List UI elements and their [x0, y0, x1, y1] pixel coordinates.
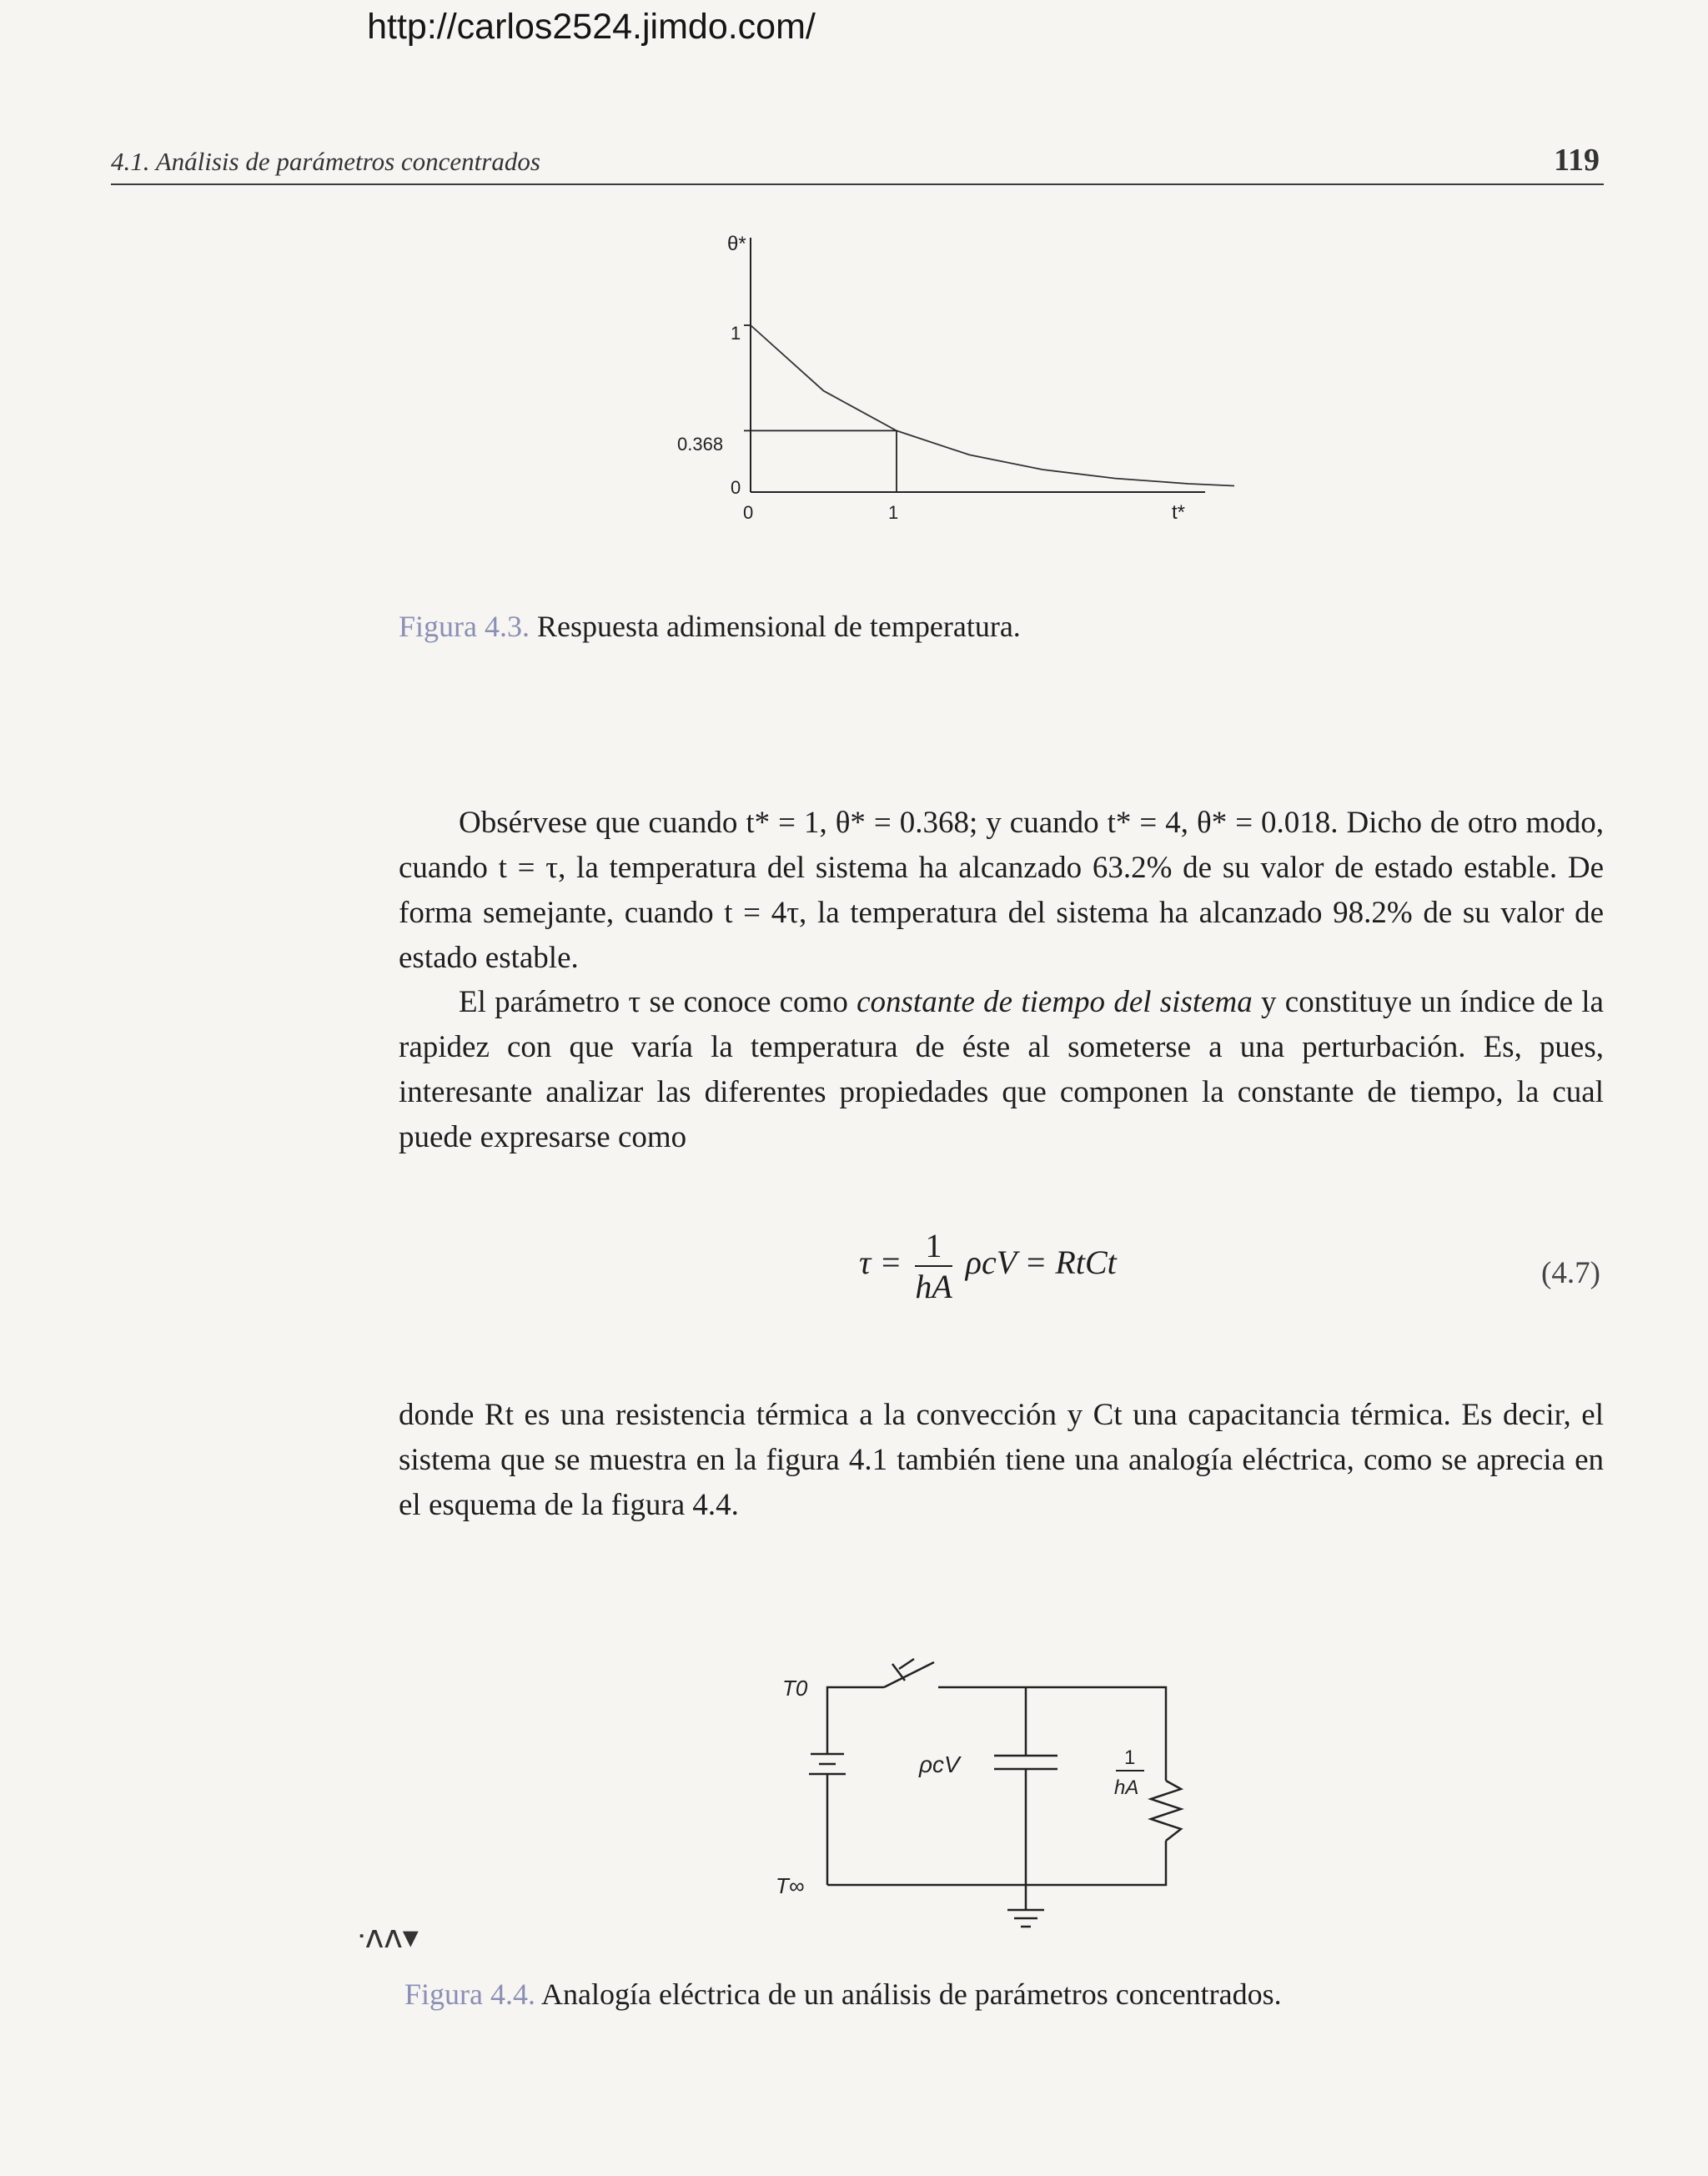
- ground: [1007, 1910, 1044, 1927]
- paragraph-3: [399, 1393, 1604, 1528]
- caption-label: Figura 4.3.: [399, 610, 530, 643]
- paragraph-2-start: El parámetro τ se conoce como: [459, 985, 857, 1019]
- capacitor: [994, 1687, 1057, 1910]
- equation-numerator: 1: [915, 1226, 952, 1267]
- margin-mark: ᐧʌʌ▾: [357, 1918, 419, 1955]
- caption-text: Respuesta adimensional de temperatura.: [530, 610, 1021, 643]
- battery: [809, 1754, 846, 1885]
- label-t0: T0: [782, 1676, 808, 1701]
- switch-mark: [892, 1659, 914, 1681]
- equation-denominator: hA: [915, 1268, 952, 1305]
- paragraph-1: [399, 801, 1604, 981]
- paragraph-2: [399, 980, 1604, 1160]
- source-url: http://carlos2524.jimdo.com/: [367, 7, 816, 47]
- equation-fraction: [915, 1226, 952, 1306]
- y-tick-0368: 0.368: [677, 434, 724, 455]
- paragraph-2-end: y constituye un índice de la rapidez con que varía la temperatura de éste al someterse a una perturbación. Es, pues, interesante analizar las diferentes propiedades que componen la constante de tiempo, la cual puede expresarse como: [399, 985, 1604, 1154]
- caption-label: Figura 4.4.: [404, 1977, 535, 2011]
- paragraph-1-text: Obsérvese que cuando t* = 1, θ* = 0.368; y cuando t* = 4, θ* = 0.018. Dicho de otro modo, cuando t = τ, la temperatura del sistema ha alcanzado 63.2% de su valor de estado estable. De forma semejante, cuando t = 4τ, la temperatura del sistema ha alcanzado 98.2% de su valor de estado estable.: [399, 806, 1604, 975]
- resistor-denominator: hA: [1114, 1776, 1139, 1799]
- running-head: 4.1. Análisis de parámetros concentrados: [111, 147, 540, 176]
- paragraph-3-text: donde Rt es una resistencia térmica a la convección y Ct una capacitancia térmica. Es decir, el sistema que se muestra en la figura 4.1 también tiene una analogía eléctrica, como se aprecia en el esquema de la figura 4.4.: [399, 1398, 1604, 1522]
- figure-4-4-circuit: [767, 1647, 1201, 1956]
- x-tick-1: 1: [888, 502, 899, 523]
- header-rule: [111, 183, 1604, 185]
- label-capacitor: ρcV: [919, 1751, 960, 1777]
- bottom-wire: [827, 1841, 1166, 1885]
- label-tinf: T∞: [776, 1873, 805, 1898]
- caption-text: Analogía eléctrica de un análisis de parámetros concentrados.: [535, 1977, 1282, 2011]
- y-tick-1: 1: [731, 323, 741, 344]
- equation-number: (4.7): [1541, 1256, 1600, 1290]
- chart-marks: [744, 325, 1234, 492]
- x-tick-0: 0: [743, 502, 754, 523]
- resistor-numerator: 1: [1124, 1746, 1136, 1769]
- figure-4-4-caption: [404, 1977, 1282, 2012]
- y-tick-0: 0: [731, 477, 741, 498]
- series-line: [751, 325, 1234, 489]
- equation-rhs: ρcV = RtCt: [965, 1244, 1117, 1282]
- left-wire-top: [827, 1687, 884, 1754]
- paragraph-2-term: constante de tiempo del sistema: [857, 985, 1253, 1019]
- equation-lhs: τ =: [859, 1244, 902, 1282]
- switch-blade: [884, 1662, 934, 1687]
- figure-4-3-chart: [651, 225, 1234, 542]
- y-axis-label: θ*: [727, 233, 746, 255]
- figure-4-3-caption: [399, 609, 1021, 644]
- resistor: [1151, 1781, 1181, 1841]
- equation-4-7: [859, 1226, 1117, 1306]
- x-axis-label: t*: [1172, 501, 1186, 524]
- page-number: 119: [1554, 143, 1600, 178]
